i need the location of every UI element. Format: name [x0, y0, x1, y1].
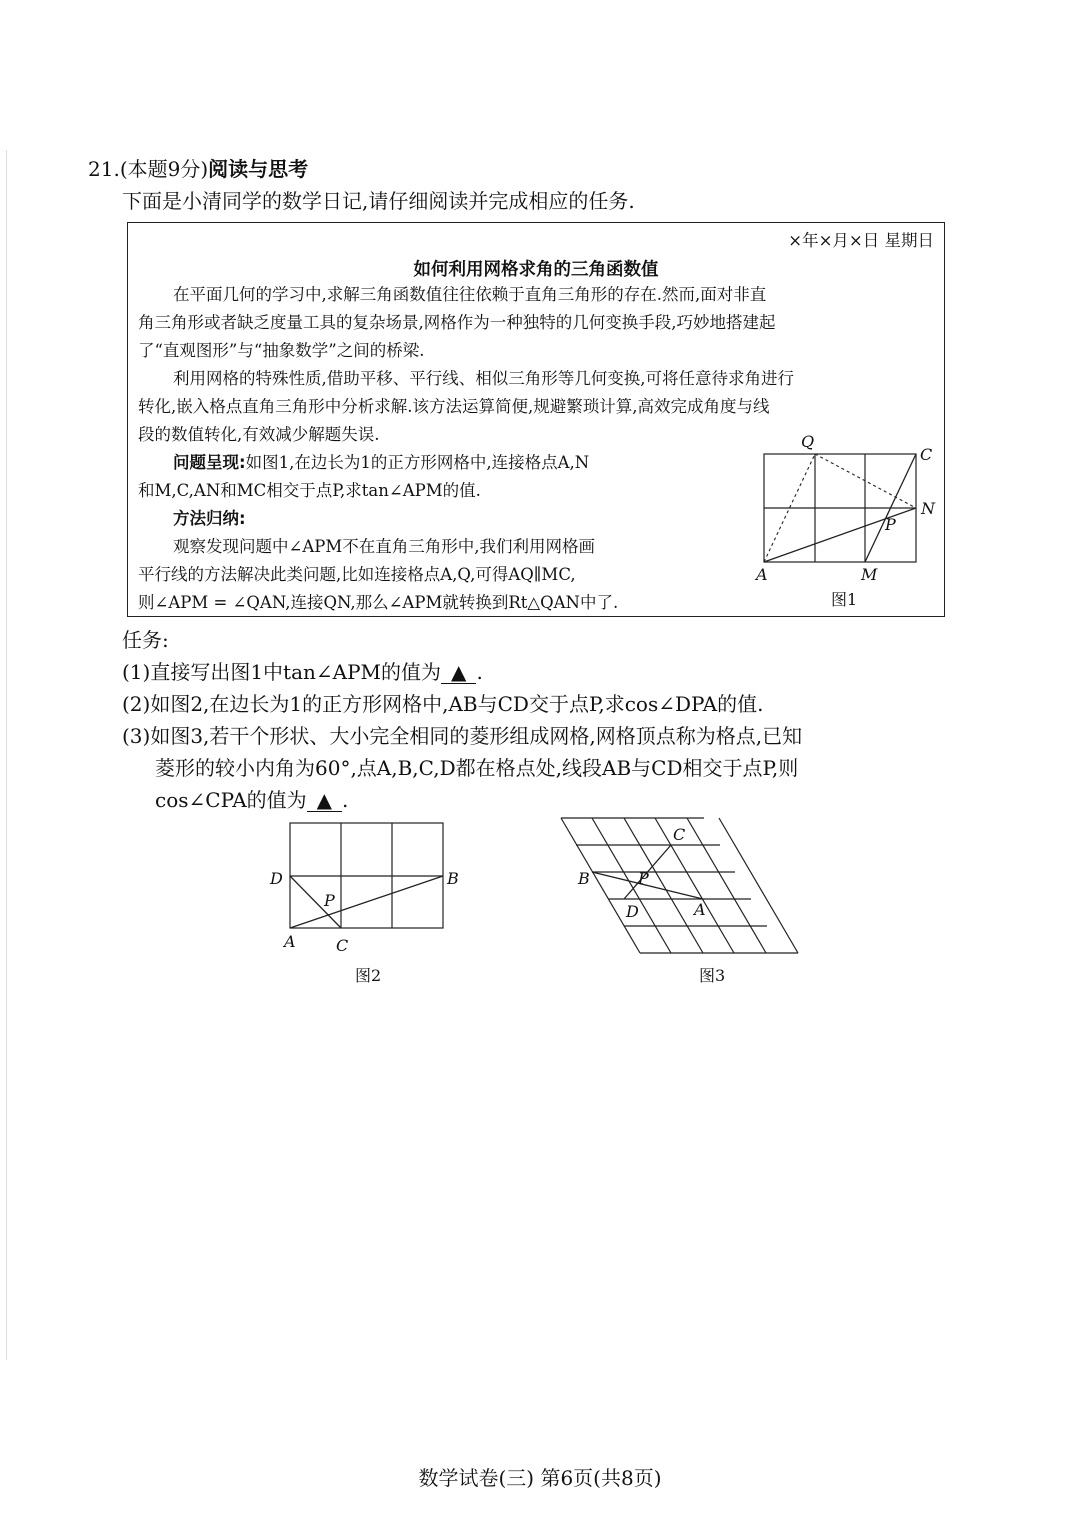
para1-line1: 在平面几何的学习中,求解三角函数值往往依赖于直角三角形的存在.然而,面对非直 — [173, 285, 767, 304]
fig3-s1 — [592, 818, 671, 953]
fig3-s3 — [655, 818, 734, 953]
task-1-period: . — [476, 660, 483, 684]
para2-line1: 利用网格的特殊性质,借助平移、平行线、相似三角形等几何变换,可将任意待求角进行 — [173, 369, 794, 388]
method-line1: 观察发现问题中∠APM不在直角三角形中,我们利用网格画 — [173, 537, 595, 556]
question-number: 21. — [88, 157, 120, 181]
task-3-text: cos∠CPA的值为 — [155, 788, 307, 812]
fig2-label-B: B — [447, 869, 459, 888]
problem-line2: 和M,C,AN和MC相交于点P,求tan∠APM的值. — [138, 481, 481, 500]
fig2-label-D: D — [270, 869, 283, 888]
fig2-label-A: A — [284, 932, 296, 951]
task-3-answer-blank[interactable]: ▲ — [307, 789, 342, 812]
fig2-label-C: C — [336, 936, 349, 955]
method-line3: 则∠APM = ∠QAN,连接QN,那么∠APM就转换到Rt△QAN中了. — [138, 593, 619, 612]
fig3-s5 — [719, 818, 798, 953]
diary-title: 如何利用网格求角的三角函数值 — [413, 260, 659, 280]
fig3-caption: 图3 — [699, 966, 726, 985]
question-title: 阅读与思考 — [208, 157, 309, 181]
diary-date: ×年×月×日 星期日 — [788, 231, 934, 250]
tasks-head: 任务: — [122, 628, 169, 652]
fig1-label-N: N — [921, 499, 935, 518]
task-2: (2)如图2,在边长为1的正方形网格中,AB与CD交于点P,求cos∠DPA的值. — [122, 692, 764, 716]
fig1-label-M: M — [861, 565, 878, 584]
method-head: 方法归纳: — [173, 509, 246, 528]
fig3-label-B: B — [578, 869, 590, 888]
task-3-line1: (3)如图3,若干个形状、大小完全相同的菱形组成网格,网格顶点称为格点,已知 — [122, 724, 803, 748]
para2-line2: 转化,嵌入格点直角三角形中分析求解.该方法运算简便,规避繁琐计算,高效完成角度与线 — [138, 397, 770, 416]
problem-head: 问题呈现: — [173, 453, 246, 472]
task-1-text: (1)直接写出图1中tan∠APM的值为 — [122, 660, 442, 684]
fig3-label-D: D — [626, 902, 639, 921]
para1-line3: 了“直观图形”与“抽象数学”之间的桥梁. — [138, 341, 425, 360]
para2-line3: 段的数值转化,有效减少解题失误. — [138, 425, 380, 444]
para1-line2: 角三角形或者缺乏度量工具的复杂场景,网格作为一种独特的几何变换手段,巧妙地搭建起 — [138, 313, 776, 332]
fig1-label-A: A — [756, 565, 768, 584]
task-3-period: . — [342, 788, 349, 812]
fig1-label-P: P — [885, 515, 896, 534]
task-1-answer-blank[interactable]: ▲ — [441, 661, 476, 684]
fig1-label-C: C — [920, 445, 933, 464]
question-score: (本题9分) — [119, 157, 209, 181]
method-line2: 平行线的方法解决此类问题,比如连接格点A,Q,可得AQ∥MC, — [138, 565, 576, 584]
fig3-label-C: C — [673, 825, 686, 844]
fig1-caption: 图1 — [831, 590, 858, 609]
task-3-line2: 菱形的较小内角为60°,点A,B,C,D都在格点处,线段AB与CD相交于点P,则 — [155, 756, 799, 780]
fig1-label-Q: Q — [801, 432, 815, 451]
fig3-s0 — [561, 818, 640, 953]
fig2-caption: 图2 — [355, 966, 382, 985]
question-intro: 下面是小清同学的数学日记,请仔细阅读并完成相应的任务. — [122, 189, 635, 213]
page-footer: 数学试卷(三) 第6页(共8页) — [418, 1466, 662, 1490]
problem-text1: 如图1,在边长为1的正方形网格中,连接格点A,N — [245, 453, 590, 472]
fig2-label-P: P — [324, 891, 335, 910]
fig3-label-A: A — [694, 900, 706, 919]
fig3-label-P: P — [638, 869, 649, 888]
fig3-s4 — [687, 818, 766, 953]
